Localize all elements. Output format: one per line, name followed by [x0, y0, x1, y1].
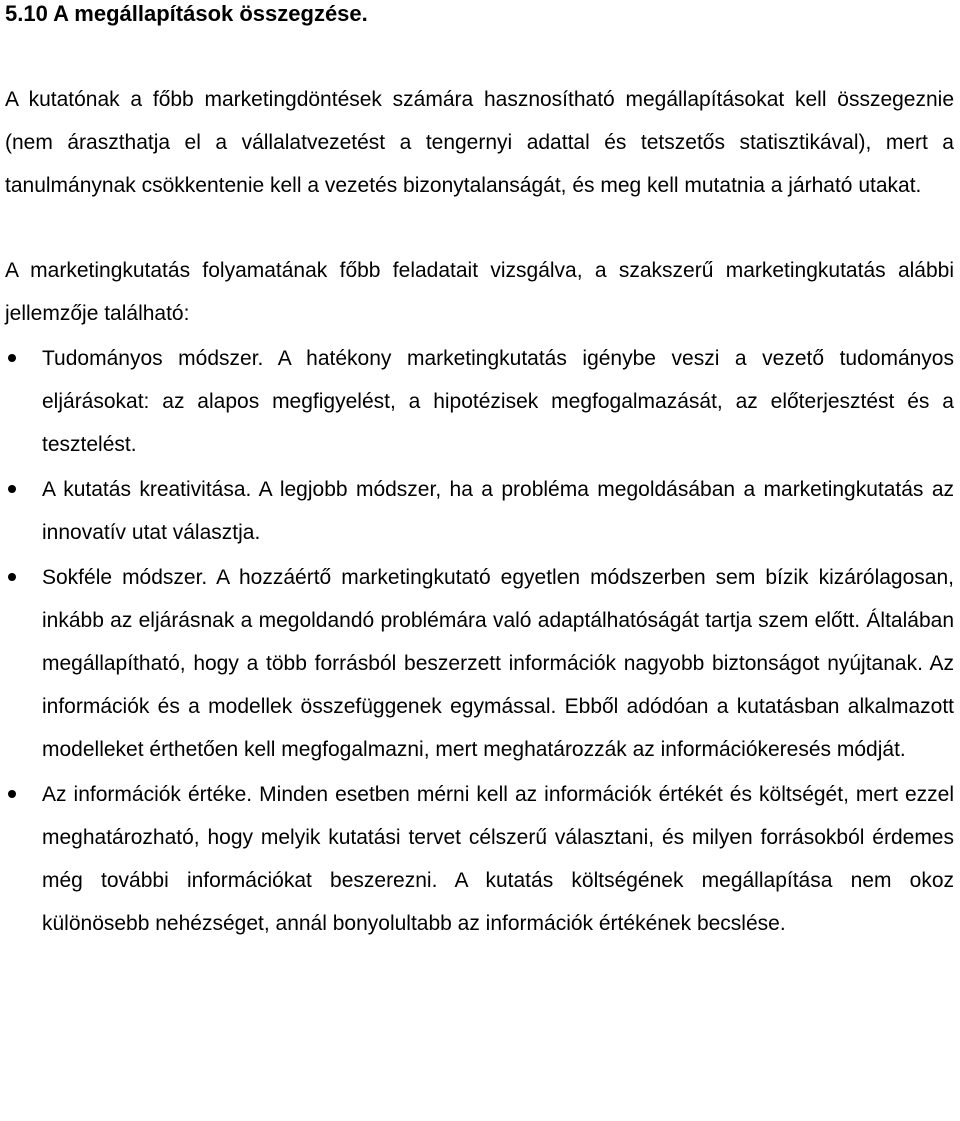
section-heading: 5.10 A megállapítások összegzése.: [5, 1, 368, 26]
paragraph-intro: A kutatónak a főbb marketingdöntések számára hasznosítható megállapításokat kell összegeznie (nem áraszthatja el a vállalatvezetést a tengernyi adattal és tetszetős statisztikával), mert a tanulmánynak csökkentenie kell a vezetés bizonytalanságát, és meg kell mutatnia a járható utakat.: [5, 88, 954, 197]
list-item-text: Sokféle módszer. A hozzáértő marketingkutató egyetlen módszerben sem bízik kizárólagosan, inkább az eljárásnak a megoldandó problémára való adaptálhatóságát tartja szem előtt. Általában megállapítható, hogy a több forrásból beszerzett információk nagyobb biztonságot nyújtanak. Az információk és a modellek összefüggenek egymással. Ebből adódóan a kutatásban alkalmazott modelleket érthetően kell megfogalmazni, mert meghatározzák az információkeresés módját.: [42, 566, 954, 761]
bullet-icon: [8, 790, 16, 798]
list-item-information-value: [5, 773, 954, 945]
paragraph-research-features: A marketingkutatás folyamatának főbb feladatait vizsgálva, a szakszerű marketingkutatás alábbi jellemzője található:: [5, 259, 954, 325]
bullet-icon: [8, 354, 16, 362]
bullet-icon: [8, 485, 16, 493]
list-item-creativity: [5, 468, 954, 554]
list-item-multiple-methods: [5, 556, 954, 771]
list-item-text: Az információk értéke. Minden esetben mérni kell az információk értékét és költségét, mert ezzel meghatározható, hogy melyik kutatási tervet célszerű választani, és milyen forrásokból érdemes még további információkat beszerezni. A kutatás költségének megállapítása nem okoz különösebb nehézséget, annál bonyolultabb az információk értékének becslése.: [42, 783, 954, 935]
bullet-icon: [8, 573, 16, 581]
feature-list: [5, 337, 954, 945]
list-item-scientific-method: [5, 337, 954, 466]
list-item-text: Tudományos módszer. A hatékony marketingkutatás igénybe veszi a vezető tudományos eljárásokat: az alapos megfigyelést, a hipotézisek megfogalmazását, az előterjesztést és a tesztelést.: [42, 347, 954, 456]
list-item-text: A kutatás kreativitása. A legjobb módszer, ha a probléma megoldásában a marketingkutatás az innovatív utat választja.: [42, 478, 954, 544]
